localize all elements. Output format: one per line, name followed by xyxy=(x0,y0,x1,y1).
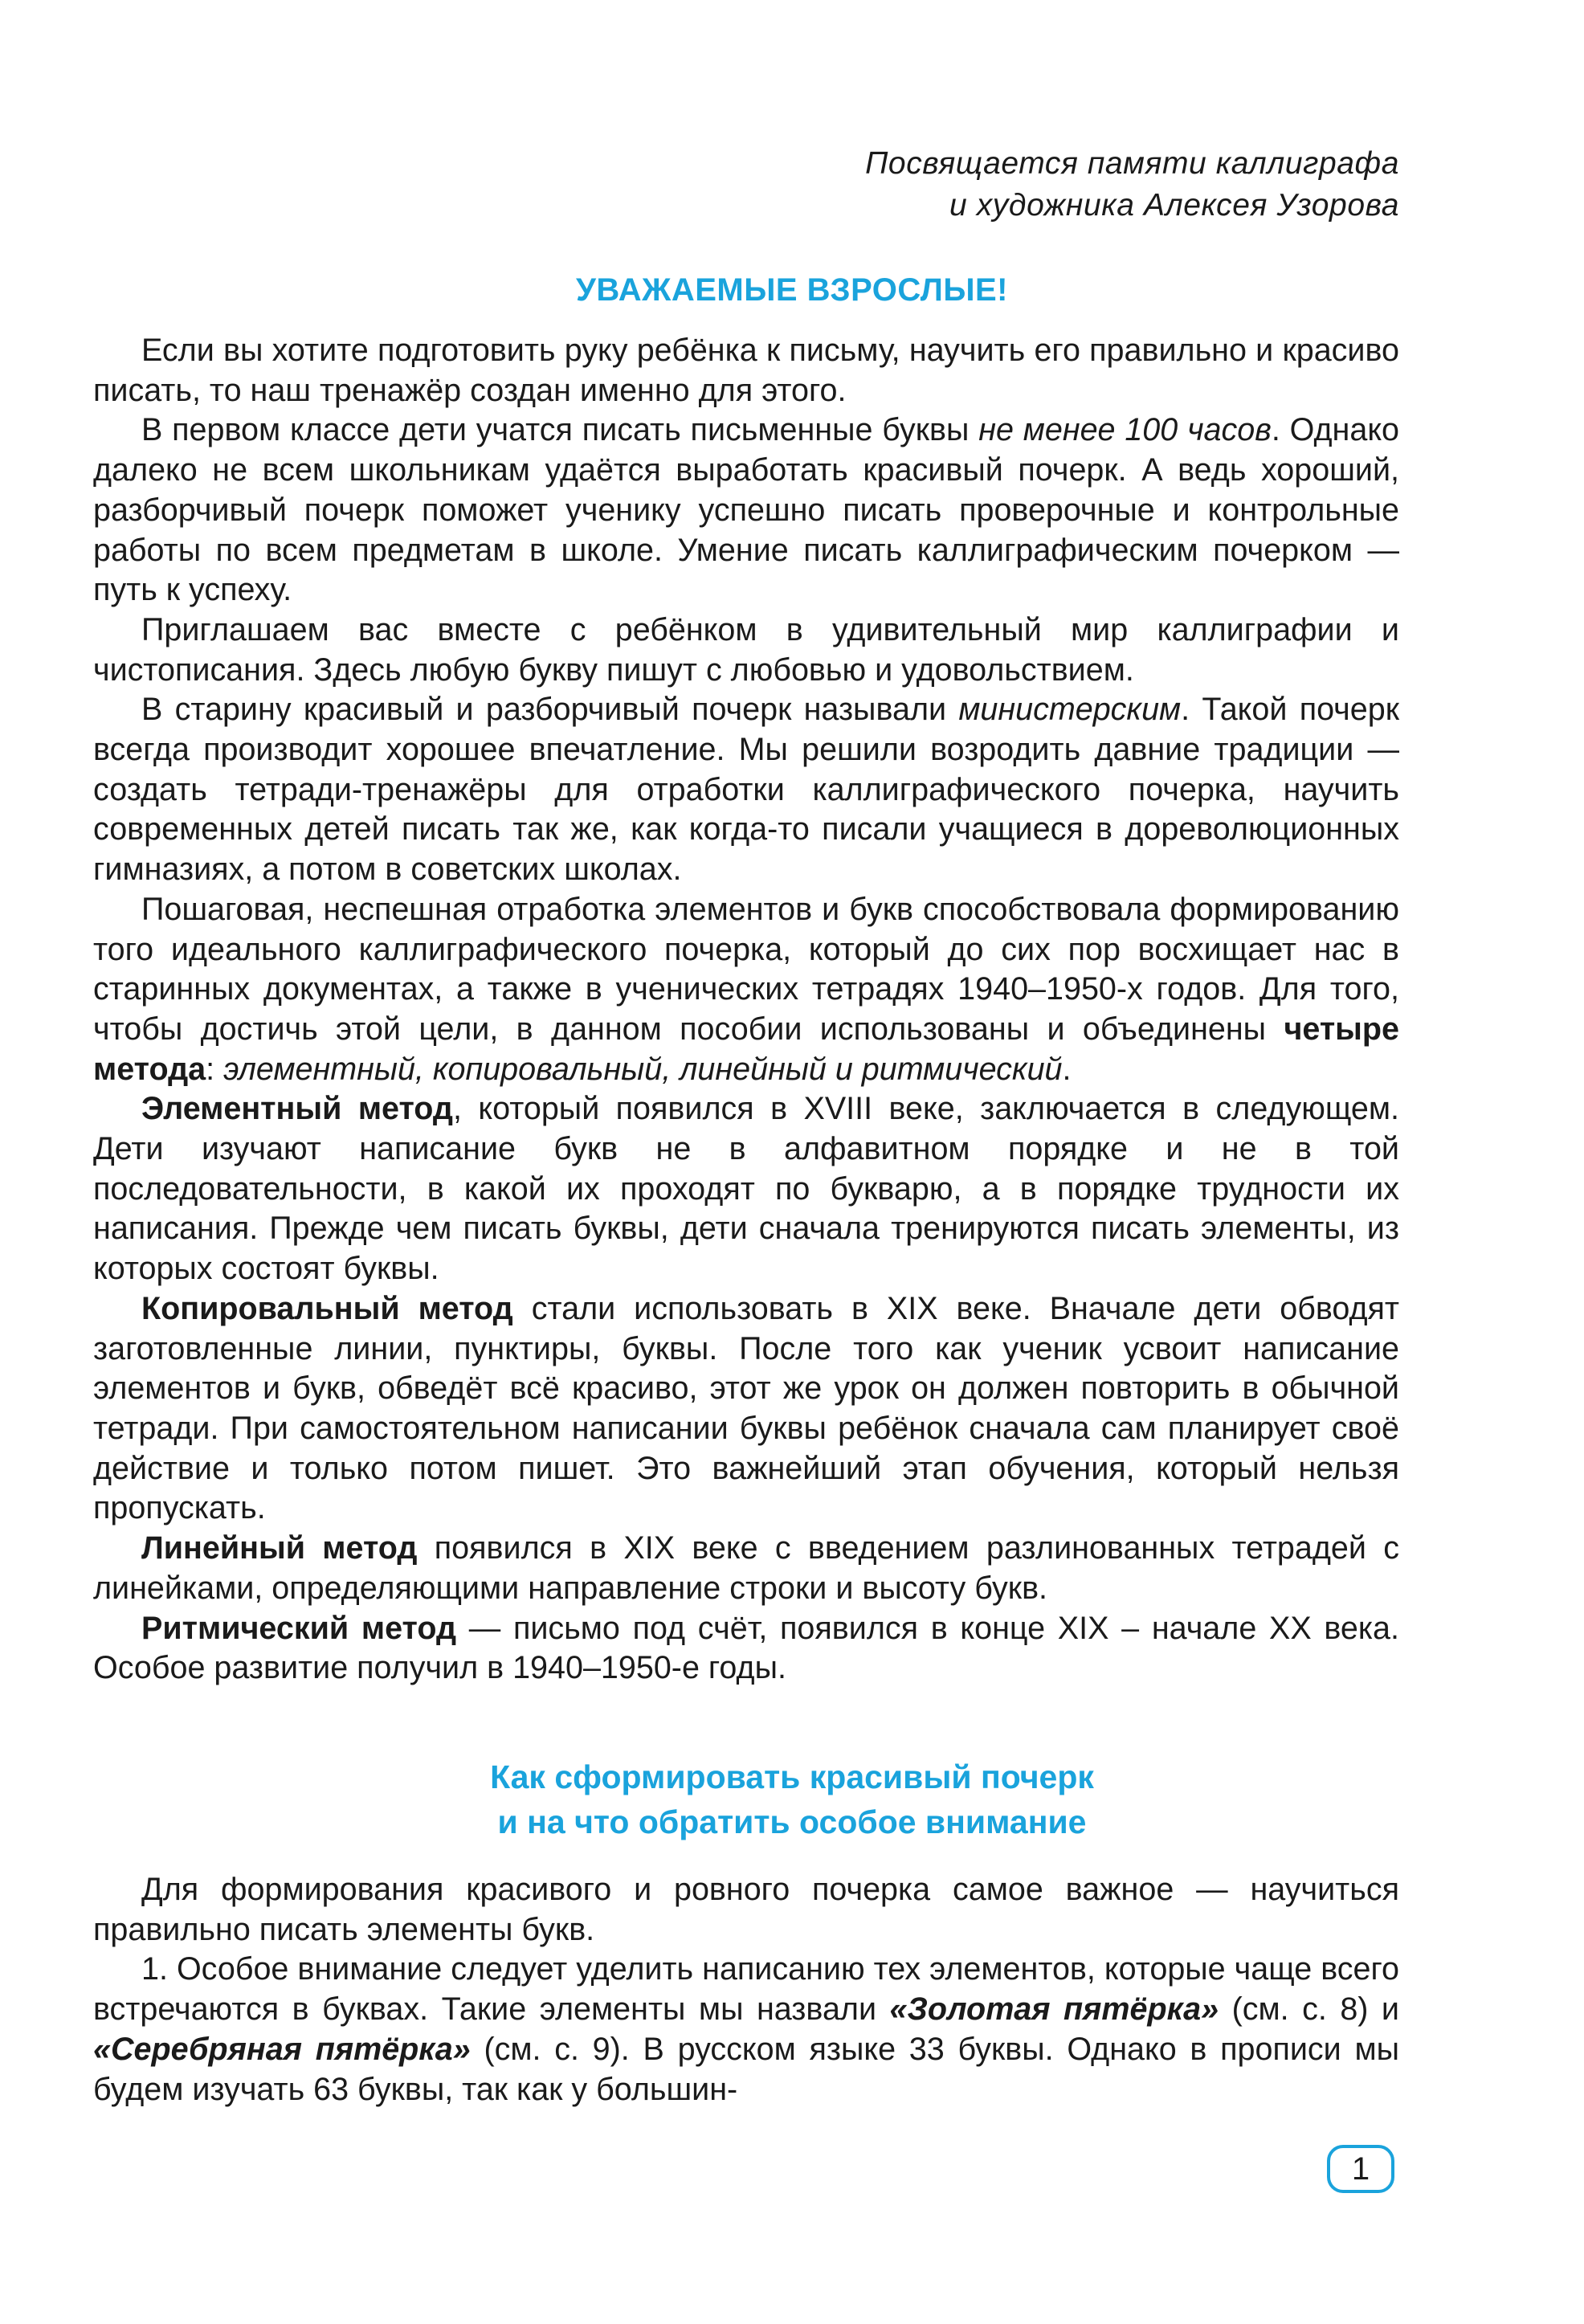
section2-text xyxy=(93,1870,1399,2110)
paragraph-text: (см. с. 8) и xyxy=(1219,1991,1399,2028)
bold-term: Копировальный метод xyxy=(141,1290,513,1326)
paragraph xyxy=(93,1870,1399,1950)
epigraph xyxy=(865,143,1399,227)
bold-term: Ритмический метод xyxy=(141,1610,457,1646)
paragraph xyxy=(93,410,1399,611)
paragraph xyxy=(93,1089,1399,1289)
paragraph-text: — письмо под счёт, появился в конце XIX – начале XX века. Особое развитие получил в 1940–1950-е годы. xyxy=(93,1610,1399,1686)
paragraph-text: появился в XIX веке с введением разлинованных тетрадей с линейками, определяющими направление строки и высоту букв. xyxy=(93,1530,1399,1606)
section-subtitle xyxy=(0,1754,1584,1844)
paragraph-text: (см. с. 9). В русском языке 33 буквы. Однако в прописи мы будем изучать 63 буквы, так как у большин- xyxy=(93,2031,1399,2107)
bold-term: четыре метода xyxy=(93,1011,1399,1087)
paragraph-text: Для формирования красивого и ровного почерка самое важное — научиться правильно писать элементы букв. xyxy=(93,1872,1399,1947)
intro-text xyxy=(93,331,1399,1689)
silver-five-term: «Серебряная пятёрка» xyxy=(93,2031,471,2067)
epigraph-line-2: и художника Алексея Узорова xyxy=(949,188,1399,223)
paragraph-text: , который появился в XVIII веке, заключается в следующем. Дети изучают написание букв не в алфавитном порядке и не в той последовательности, в какой их проходят по букварю, а в порядке трудности их написания. Прежде чем писать буквы, дети сначала тренируются писать элементы, из которых состоят буквы. xyxy=(93,1091,1399,1287)
paragraph-text: В первом классе дети учатся писать письменные буквы xyxy=(141,412,979,448)
bold-term: Элементный метод xyxy=(141,1091,453,1127)
paragraph-text: . Однако далеко не всем школьникам удаётся выработать красивый почерк. А ведь хороший, разборчивый почерк поможет ученику успешно писать проверочные и контрольные работы по всем предметам в школе. Умение писать каллиграфическим почерком — путь к успеху. xyxy=(93,412,1400,608)
paragraph-text: . Такой почерк всегда производит хорошее впечатление. Мы решили возродить давние традиции — создать тетради-тренажёры для отработки каллиграфического почерка, научить современных детей писать так же, как когда-то писали учащиеся в дореволюционных гимназиях, а потом в советских школах. xyxy=(93,692,1399,888)
emphasis-text: элементный, копировальный, линейный и ритмический xyxy=(223,1051,1063,1087)
paragraph-text: : xyxy=(206,1051,224,1087)
paragraph xyxy=(93,1289,1399,1529)
paragraph xyxy=(93,890,1399,1090)
subtitle-line-1: Как сформировать красивый почерк xyxy=(490,1758,1094,1795)
paragraph xyxy=(93,611,1399,690)
paragraph-text: Приглашаем вас вместе с ребёнком в удивительный мир каллиграфии и чистописания. Здесь любую букву пишут с любовью и удовольствием. xyxy=(93,611,1399,688)
paragraph-text: стали использовать в XIX веке. Вначале дети обводят заготовленные линии, пунктиры, буквы. После того как ученик усвоит написание элементов и букв, обведёт всё красиво, этот же урок он должен повторить в обычной тетради. При самостоятельном написании буквы ребёнок сначала сам планирует своё действие и только потом пишет. Это важнейший этап обучения, который нельзя пропускать. xyxy=(93,1290,1399,1526)
paragraph-text: . xyxy=(1062,1051,1072,1087)
paragraph xyxy=(93,1529,1399,1608)
page-title: УВАЖАЕМЫЕ ВЗРОСЛЫЕ! xyxy=(576,272,1008,308)
paragraph-text: Пошаговая, неспешная отработка элементов и букв способствовала формированию того идеального каллиграфического почерка, который до сих пор восхищает нас в старинных документах, а также в ученических тетрадях 1940–1950-х годов. Для того, чтобы достичь этой цели, в данном пособии использованы и объединены xyxy=(93,891,1399,1047)
paragraph xyxy=(93,1609,1399,1689)
page-number: 1 xyxy=(1327,2145,1394,2193)
paragraph-text: Если вы хотите подготовить руку ребёнка к письму, научить его правильно и красиво писать, то наш тренажёр создан именно для этого. xyxy=(93,333,1399,408)
bold-term: Линейный метод xyxy=(141,1530,418,1566)
paragraph xyxy=(93,331,1399,410)
paragraph-text: 1. Особое внимание следует уделить написанию тех элементов, которые чаще всего встречаются в буквах. Такие элементы мы назвали xyxy=(93,1951,1399,2028)
subtitle-line-2: и на что обратить особое внимание xyxy=(497,1803,1087,1840)
paragraph-text: В старину красивый и разборчивый почерк называли xyxy=(141,692,959,728)
epigraph-line-1: Посвящается памяти каллиграфа xyxy=(865,146,1399,181)
emphasis-text: министерским xyxy=(958,692,1182,728)
emphasis-text: не менее 100 часов xyxy=(978,412,1272,448)
paragraph xyxy=(93,690,1399,890)
paragraph xyxy=(93,1950,1399,2110)
golden-five-term: «Золотая пятёрка» xyxy=(889,1991,1219,2028)
